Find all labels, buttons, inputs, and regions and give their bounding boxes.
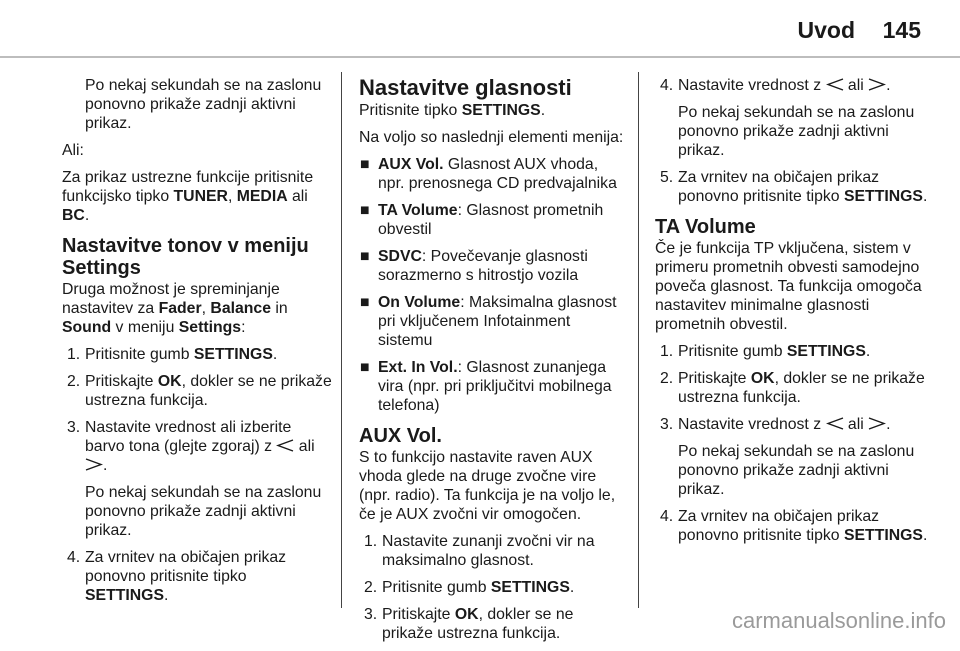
header-rule <box>0 56 960 58</box>
bullet-item: ■ TA Volume: Glasnost prometnih obvestil <box>360 202 604 238</box>
list-item: 1. Pritisnite gumb SETTINGS. <box>660 343 871 360</box>
section-heading: Nastavitve tonov v meniju Settings <box>62 235 309 279</box>
paragraph: S to funkcijo nastavite raven AUX vhoda glede na druge zvočne vire (npr. radio). Ta funkcija je na voljo le, če je AUX zvočni vir omogočen. <box>359 449 616 523</box>
arrow-right-icon <box>868 78 886 91</box>
watermark: carmanualsonline.info <box>731 608 946 633</box>
list-item: 1. Nastavite zunanji zvočni vir na maksimalno glasnost. <box>364 533 595 569</box>
paragraph: Za prikaz ustrezne funkcije pritisnite funkcijsko tipko TUNER, MEDIA ali BC. <box>62 169 314 224</box>
arrow-left-icon <box>826 78 844 91</box>
bullet-item: ■ AUX Vol. Glasnost AUX vhoda, npr. prenosnega CD predvajalnika <box>360 156 617 192</box>
bullet-item: ■ On Volume: Maksimalna glasnost pri vključenem Infotainment sistemu <box>360 294 617 349</box>
bullet-item: ■ SDVC: Povečevanje glasnosti sorazmerno s hitrostjo vozila <box>360 248 588 284</box>
column-divider <box>341 72 342 608</box>
paragraph: Ali: <box>62 142 84 159</box>
list-item: 1. Pritisnite gumb SETTINGS. <box>67 346 278 363</box>
section-heading: TA Volume <box>655 216 756 238</box>
list-item: 4. Nastavite vrednost z ali . Po nekaj sekundah se na zaslonu ponovno prikaže zadnji aktivni prikaz. <box>655 76 930 160</box>
list-item-note: Po nekaj sekundah se na zaslonu ponovno prikaže zadnji aktivni prikaz. <box>85 484 322 539</box>
list-item: 3. Nastavite vrednost ali izberite barvo tona (glejte zgoraj) z ali . Po nekaj sekundah se na zaslonu ponovno prikaže zadnji aktivni prikaz. <box>62 418 332 540</box>
list-item: 2. Pritiskajte OK, dokler se ne prikaže ustrezna funkcija. <box>67 373 332 409</box>
column-right <box>655 76 930 553</box>
paragraph: Na voljo so naslednji elementi menija: <box>359 129 624 146</box>
paragraph: Druga možnost je spreminjanje nastavitev za Fader, Balance in Sound v meniju Settings: <box>62 281 288 336</box>
list-item: 5. Za vrnitev na običajen prikaz ponovno pritisnite tipko SETTINGS. <box>660 169 928 205</box>
arrow-left-icon <box>826 417 844 430</box>
section-heading: AUX Vol. <box>359 425 442 447</box>
list-item: 2. Pritiskajte OK, dokler se ne prikaže ustrezna funkcija. <box>660 370 925 406</box>
bullet-item: ■ Ext. In Vol.: Glasnost zunanjega vira (npr. pri priključitvi mobilnega telefona) <box>360 359 612 414</box>
section-heading: Nastavitve glasnosti <box>359 75 572 100</box>
page-number: 145 <box>882 17 921 43</box>
arrow-left-icon <box>276 439 294 452</box>
paragraph: Po nekaj sekundah se na zaslonu ponovno prikaže zadnji aktivni prikaz. <box>85 77 322 132</box>
paragraph: Pritisnite tipko SETTINGS. <box>359 102 546 119</box>
list-item: 4. Za vrnitev na običajen prikaz ponovno pritisnite tipko SETTINGS. <box>660 508 928 544</box>
page-header <box>0 0 960 58</box>
list-item: 3. Pritiskajte OK, dokler se ne prikaže ustrezna funkcija. <box>364 606 574 642</box>
list-item-note: Po nekaj sekundah se na zaslonu ponovno prikaže zadnji aktivni prikaz. <box>678 104 915 159</box>
column-middle <box>359 76 627 651</box>
list-item-note: Po nekaj sekundah se na zaslonu ponovno prikaže zadnji aktivni prikaz. <box>678 443 915 498</box>
column-left <box>62 76 332 613</box>
section-title: Uvod <box>797 17 855 43</box>
list-item: 2. Pritisnite gumb SETTINGS. <box>364 579 575 596</box>
list-item: 3. Nastavite vrednost z ali . Po nekaj sekundah se na zaslonu ponovno prikaže zadnji aktivni prikaz. <box>655 415 930 499</box>
arrow-right-icon <box>85 458 103 471</box>
column-divider <box>638 72 639 608</box>
list-item: 4. Za vrnitev na običajen prikaz ponovno pritisnite tipko SETTINGS. <box>67 549 287 604</box>
arrow-right-icon <box>868 417 886 430</box>
paragraph: Če je funkcija TP vključena, sistem v primeru prometnih obvesti samodejno poveča glasnost. Ta funkcija omogoča nastavitev minimalne glasnosti prometnih obvestil. <box>655 240 922 333</box>
